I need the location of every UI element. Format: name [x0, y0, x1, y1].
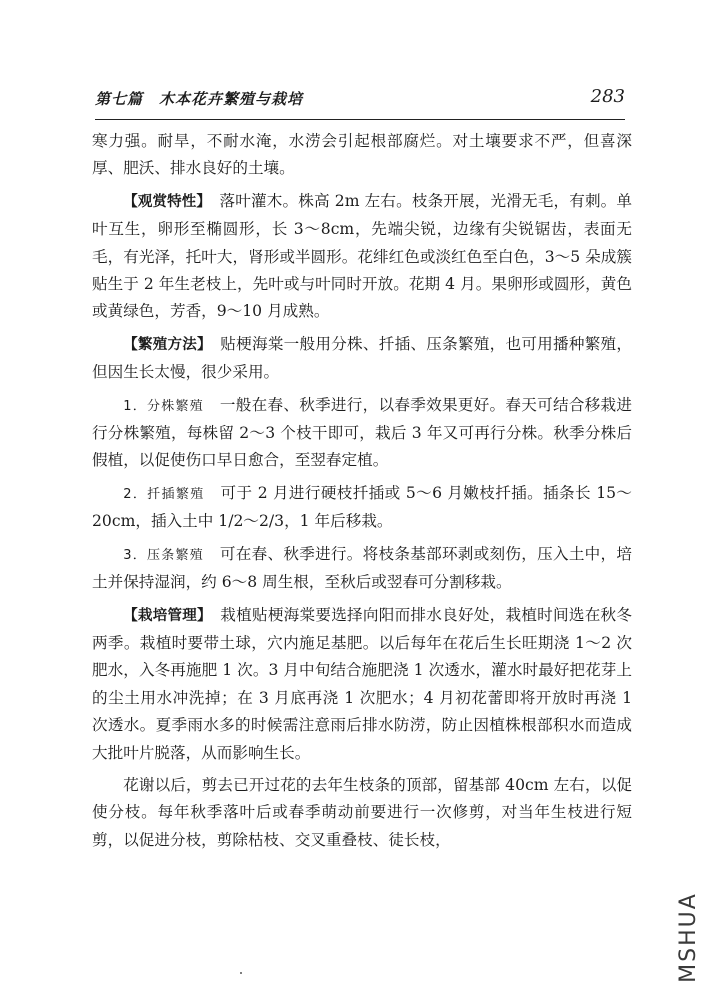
- paragraph-text: 落叶灌木。株高 2m 左右。枝条开展，光滑无毛，有刺。单叶互生，卵形至椭圆形，长 3～8cm，先端尖锐，边缘有尖锐锯齿，表面无毛，有光泽，托叶大，肾形或半圆形。花绯红色或淡红色至白色，3～5 朵成簇贴生于 2 年生老枝上，先叶或与叶同时开放。花期 4 月。果卵形或圆形，黄色或黄绿色，芳香，9～10 月成熟。: [92, 191, 633, 321]
- page-body: [92, 128, 632, 859]
- scan-speck: [240, 972, 242, 974]
- header-rule: [95, 119, 625, 120]
- paragraph-text: 可在春、秋季进行。将枝条基部环剥或刻伤，压入土中，培土并保持湿润，约 6～8 周生根，至秋后或翌春可分割移栽。: [92, 544, 632, 592]
- section-label-cultivation: 【栽培管理】: [123, 607, 205, 624]
- paragraph-propagation-methods: [92, 331, 632, 387]
- paragraph-cutting: [92, 480, 632, 536]
- sub-label-layering: 3．压条繁殖: [123, 547, 205, 563]
- paragraph-cold-tolerance: [92, 128, 632, 183]
- paragraph-pruning: [92, 772, 632, 854]
- paragraph-text: 一般在春、秋季进行，以春季效果更好。春天可结合移栽进行分株繁殖，每株留 2～3 个枝干即可，栽后 3 年又可再行分株。秋季分株后假植，以促使伤口早日愈合，至翌春定植。: [92, 395, 632, 470]
- paragraph-text: 栽植贴梗海棠要选择向阳而排水良好处，栽植时间选在秋冬两季。栽植时要带土球，穴内施足基肥。以后每年在花后生长旺期浇 1～2 次肥水，入冬再施肥 1 次。3 月中旬结合施肥浇 1 次透水，灌水时最好把花芽上的尘土用水冲洗掉；在 3 月底再浇 1 次肥水；4 月初花蕾即将开放时再浇 1 次透水。夏季雨水多的时候需注意雨后排水防涝，防止因植株根部积水而造成大批叶片脱落，从而影响生长。: [92, 605, 632, 762]
- page-number: 283: [590, 86, 625, 107]
- page-header: [95, 86, 625, 116]
- chapter-title: 第七篇 木本花卉繁殖与栽培: [95, 90, 304, 108]
- sub-label-cutting: 2．扦插繁殖: [123, 486, 205, 502]
- watermark: [674, 882, 702, 992]
- watermark-text: MSHUA: [675, 891, 701, 983]
- paragraph-cultivation: [92, 602, 632, 767]
- paragraph-text: 可于 2 月进行硬枝扦插或 5～6 月嫩枝扦插。插条长 15～20cm，插入土中 1/2～2/3，1 年后移栽。: [92, 483, 632, 531]
- paragraph-layering: [92, 541, 632, 597]
- paragraph-text: 寒力强。耐旱，不耐水淹，水涝会引起根部腐烂。对土壤要求不严，但喜深厚、肥沃、排水良好的土壤。: [92, 132, 632, 178]
- paragraph-text: 贴梗海棠一般用分株、扦插、压条繁殖，也可用播种繁殖，但因生长太慢，很少采用。: [92, 334, 632, 382]
- paragraph-text: 花谢以后，剪去已开过花的去年生枝条的顶部，留基部 40cm 左右，以促使分枝。每年秋季落叶后或春季萌动前要进行一次修剪，对当年生枝进行短剪，以促进分枝，剪除枯枝、交叉重叠枝、徒长枝，: [92, 775, 632, 849]
- section-label-propagation: 【繁殖方法】: [123, 336, 205, 353]
- paragraph-division: [92, 392, 632, 475]
- paragraph-ornamental-traits: [92, 188, 632, 326]
- sub-label-division: 1．分株繁殖: [123, 398, 205, 414]
- section-label-ornamental: 【观赏特性】: [123, 193, 204, 210]
